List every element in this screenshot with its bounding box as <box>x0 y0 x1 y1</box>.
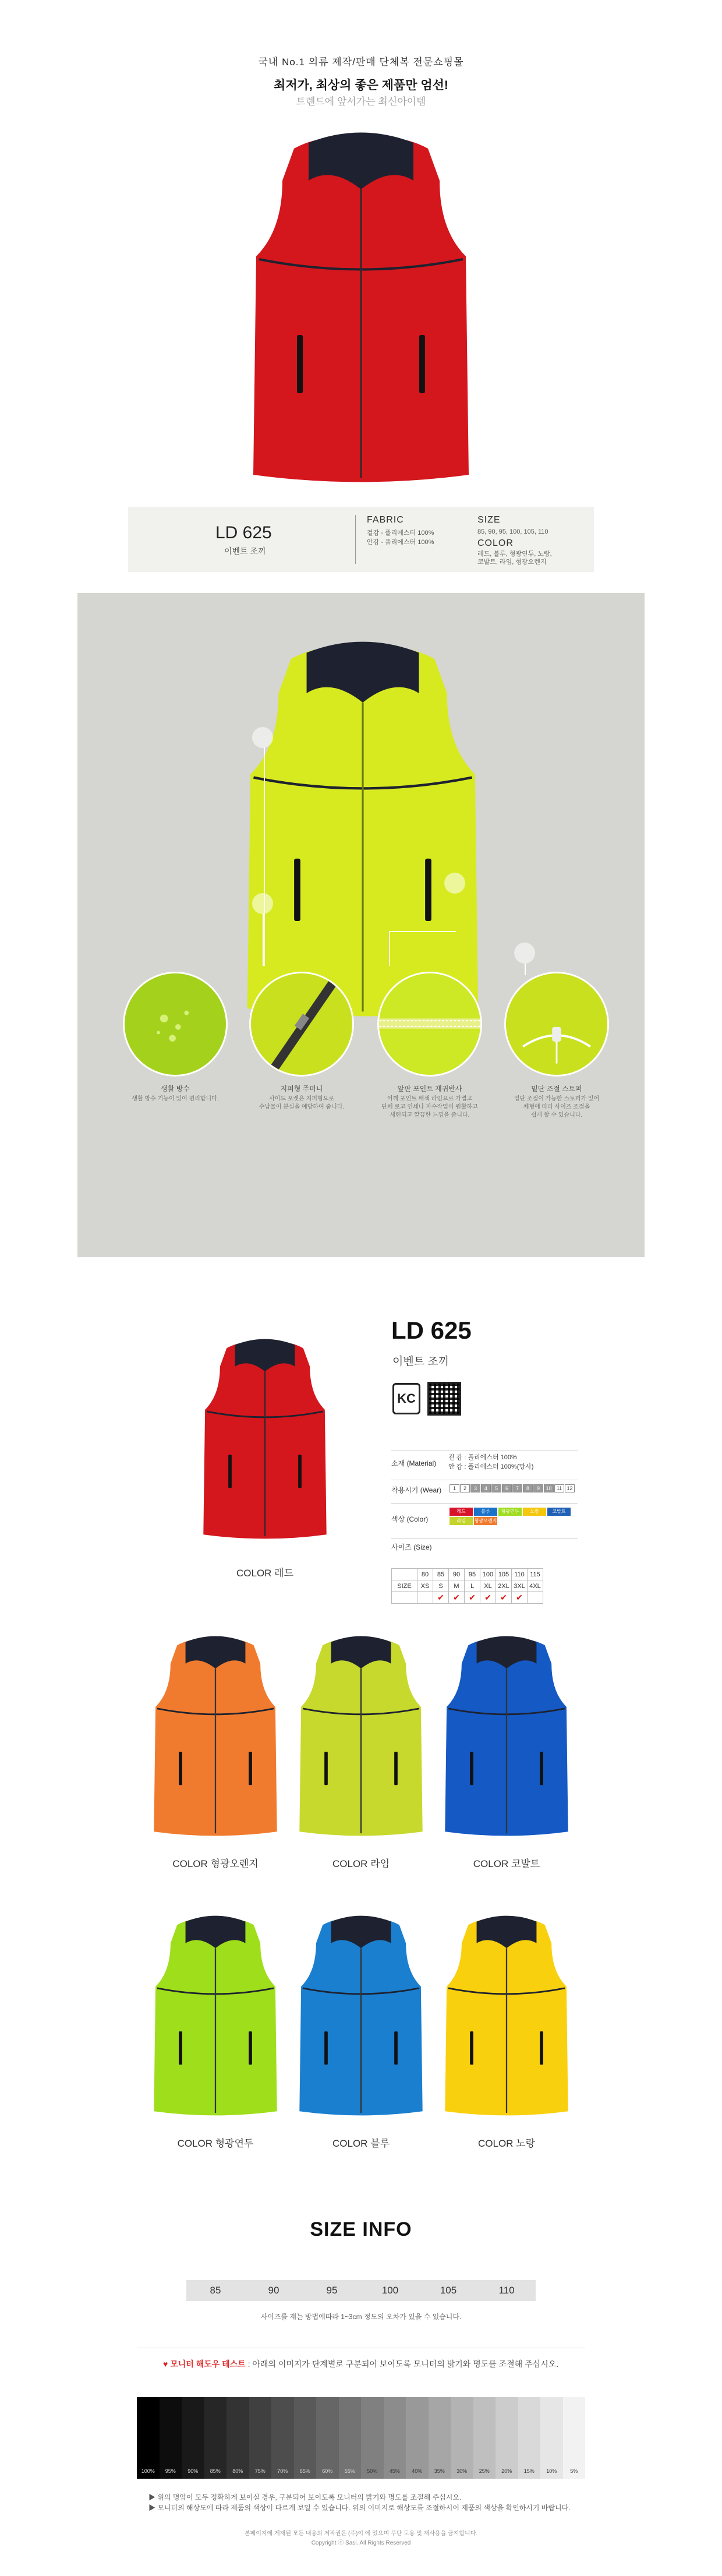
color-chip: 레드 <box>450 1508 473 1516</box>
size-cell: 90 <box>449 1569 465 1580</box>
product-subtitle: 이벤트 조끼 <box>392 1356 450 1368</box>
size-value: 90 <box>268 2285 279 2296</box>
size-cell: L <box>465 1580 480 1592</box>
size-check: ✔ <box>512 1592 528 1604</box>
gradient-step <box>316 2397 339 2479</box>
connector-line <box>389 931 390 966</box>
gradient-step <box>361 2397 384 2479</box>
size-cell: M <box>449 1580 465 1592</box>
feature-3-desc: 어깨 포인트 배색 라인으로 가볍고 단체 로고 인쇄나 자수작업이 원활하고 세련되고 깔끔한 느낌을 줍니다. <box>381 1096 478 1118</box>
feature-waterproof-image <box>123 972 228 1077</box>
size-check: ✔ <box>433 1592 449 1604</box>
gradient-step-label: 70% <box>277 2468 288 2474</box>
header-headline: 최저가, 최상의 좋은 제품만 엄선! <box>274 79 448 92</box>
wear-month: 8 <box>523 1484 533 1492</box>
color-variant-caption: COLOR 형광오렌지 <box>172 1858 259 1869</box>
gradient-step-label: 15% <box>523 2468 535 2474</box>
wear-month: 4 <box>481 1484 491 1492</box>
color-chip: 코발트 <box>547 1508 571 1516</box>
material-label: 소재 (Material) <box>391 1459 437 1467</box>
size-check: ✔ <box>465 1592 480 1604</box>
gradient-step-label: 40% <box>412 2468 423 2474</box>
gradient-step <box>406 2397 429 2479</box>
gradient-step-label: 65% <box>299 2468 310 2474</box>
gradient-step-label: 30% <box>456 2468 468 2474</box>
connector-line <box>389 931 456 932</box>
feature-4-desc: 밑단 조절이 가능한 스토퍼가 있어 체형에 따라 사이즈 조절을 쉽게 할 수 있습니다. <box>514 1096 600 1118</box>
size-cell <box>392 1592 417 1604</box>
color-variant-caption: COLOR 형광연두 <box>177 2138 254 2149</box>
feature-2-desc: 사이드 포켓은 지퍼형으로 수납물이 분실을 예방하여 줍니다. <box>259 1096 345 1110</box>
size-cell: 115 <box>528 1569 543 1580</box>
size-check: ✔ <box>449 1592 465 1604</box>
gradient-step <box>249 2397 272 2479</box>
feature-2-title: 지퍼형 주머니 <box>280 1085 323 1093</box>
size-cell: 4XL <box>528 1580 543 1592</box>
size-value: 95 <box>326 2285 338 2296</box>
size-cell: XS <box>417 1580 433 1592</box>
wear-month: 12 <box>565 1484 575 1492</box>
wear-month: 3 <box>470 1484 480 1492</box>
color-text-2: 코발트, 라임, 형광오렌지 <box>477 559 547 566</box>
gradient-step <box>384 2397 406 2479</box>
color-variant-vest <box>437 1908 576 2123</box>
gradient-step-label: 100% <box>141 2468 155 2474</box>
size-value: 110 <box>498 2285 515 2296</box>
fabric-label: FABRIC <box>367 515 404 525</box>
hotspot-dot <box>444 873 465 894</box>
gradient-step-label: 85% <box>210 2468 221 2474</box>
gradient-step-label: 60% <box>322 2468 333 2474</box>
spec-model: LD 625 <box>215 523 272 542</box>
gradient-step <box>451 2397 473 2479</box>
material-row <box>391 1451 578 1475</box>
gradient-step-label: 10% <box>546 2468 557 2474</box>
gradient-step <box>563 2397 586 2479</box>
color-chip: 블루 <box>474 1508 497 1516</box>
connector-line <box>263 913 264 966</box>
hotspot-dot <box>252 893 273 914</box>
color-variant-vest <box>291 1908 431 2123</box>
size-cell: 80 <box>417 1569 433 1580</box>
gradient-step <box>429 2397 451 2479</box>
gradient-step-label: 20% <box>501 2468 512 2474</box>
fabric-line-1: 겉감 - 폴리에스터 100% <box>367 530 434 537</box>
size-cell: 95 <box>465 1569 480 1580</box>
gradient-step <box>294 2397 317 2479</box>
size-cell: 100 <box>480 1569 496 1580</box>
product-main-caption: COLOR 레드 <box>236 1568 294 1579</box>
monitor-note-1: ▶ 위의 명암이 모두 정확하게 보이실 경우, 구분되어 보이도록 모니터의 밝기와 명도를 조절해 주십시오. <box>148 2493 462 2501</box>
gradient-step <box>473 2397 496 2479</box>
size-check: ✔ <box>496 1592 512 1604</box>
feature-section <box>77 593 645 1257</box>
feature-4-title: 밑단 조절 스토퍼 <box>531 1085 582 1093</box>
gradient-step <box>204 2397 227 2479</box>
size-cell: 105 <box>496 1569 512 1580</box>
main-vest-image <box>239 125 483 489</box>
feature-1-desc: 생활 방수 기능이 있어 편리합니다. <box>132 1096 219 1102</box>
wear-month: 5 <box>491 1484 501 1492</box>
gradient-step <box>540 2397 563 2479</box>
monitor-test-title-rest: : 아래의 이미지가 단계별로 구분되어 보이도록 모니터의 밝기와 명도를 조절해 주십시오. <box>245 2359 559 2369</box>
size-cell: S <box>433 1580 449 1592</box>
gradient-step-label: 95% <box>165 2468 176 2474</box>
spec-model-name: 이벤트 조끼 <box>224 546 266 556</box>
size-cell: 110 <box>512 1569 528 1580</box>
header-subline: 트렌드에 앞서가는 최신아이템 <box>296 96 426 107</box>
size-value: 105 <box>440 2285 457 2296</box>
color-chip: 형광연두 <box>498 1508 522 1516</box>
gradient-step <box>226 2397 249 2479</box>
gradient-step <box>339 2397 362 2479</box>
size-check <box>528 1592 543 1604</box>
gradient-step <box>137 2397 160 2479</box>
product-vest-red <box>195 1331 335 1547</box>
size-table <box>391 1568 543 1604</box>
monitor-test-title <box>163 2358 558 2370</box>
wear-month: 6 <box>502 1484 512 1492</box>
grayscale-gradient <box>137 2397 585 2479</box>
color-label: COLOR <box>477 538 514 548</box>
spec-divider <box>355 515 356 564</box>
feature-3-title: 앞판 포인트 재귀반사 <box>397 1085 462 1093</box>
gradient-step-label: 25% <box>479 2468 490 2474</box>
gradient-step <box>160 2397 182 2479</box>
color-variant-vest <box>146 1628 285 1844</box>
lime-vest-image <box>232 625 494 1033</box>
feature-zipper-image <box>249 972 354 1077</box>
hotspot-dot <box>252 727 273 748</box>
color-variant-caption: COLOR 코발트 <box>473 1858 540 1869</box>
kc-mark-icon: KC <box>392 1383 420 1414</box>
color-label: 색상 (Color) <box>391 1515 429 1523</box>
color-variant-caption: COLOR 노랑 <box>477 2138 536 2149</box>
gradient-step <box>182 2397 204 2479</box>
size-check <box>417 1592 433 1604</box>
material-line-2: 안 감 : 폴리에스터 100%(망사) <box>448 1463 534 1470</box>
gradient-step-label: 75% <box>254 2468 266 2474</box>
qr-code-icon <box>427 1382 461 1416</box>
feature-1-title: 생활 방수 <box>161 1085 190 1093</box>
size-cell: 85 <box>433 1569 449 1580</box>
color-text-1: 레드, 블루, 형광연두, 노랑, <box>477 551 552 557</box>
size-row <box>391 1538 578 1551</box>
gradient-step <box>518 2397 541 2479</box>
size-label: 사이즈 (Size) <box>391 1543 432 1551</box>
connector-line <box>264 747 265 966</box>
wear-month: 1 <box>450 1484 459 1492</box>
size-cell <box>392 1569 417 1580</box>
size-info-bar <box>186 2280 536 2301</box>
size-check: ✔ <box>480 1592 496 1604</box>
gradient-step-label: 50% <box>367 2468 378 2474</box>
color-chip: 형광오렌지 <box>474 1517 497 1525</box>
gradient-step-label: 45% <box>389 2468 400 2474</box>
spec-bar <box>128 507 594 572</box>
color-variant-vest <box>291 1628 431 1844</box>
gradient-step-label: 80% <box>232 2468 243 2474</box>
gradient-step-label: 5% <box>570 2468 578 2474</box>
color-chip: 노랑 <box>523 1508 546 1516</box>
color-variant-vest <box>146 1908 285 2123</box>
wear-month: 9 <box>533 1484 543 1492</box>
feature-stopper-image <box>504 972 609 1077</box>
size-value: 85 <box>210 2285 221 2296</box>
wear-label: 착용시기 (Wear) <box>391 1486 442 1494</box>
footer-copyright-notice: 본페이지에 게재된 모든 내용의 저작권은 (주)이 에 있으며 무단 도용 및 재사용을 금지합니다. <box>244 2531 478 2537</box>
color-chip: 라임 <box>450 1517 473 1525</box>
wear-month: 11 <box>554 1484 564 1492</box>
wear-month: 2 <box>460 1484 470 1492</box>
feature-reflective-image <box>377 972 482 1077</box>
connector-line <box>525 964 526 975</box>
gradient-step-label: 55% <box>344 2468 355 2474</box>
color-variant-caption: COLOR 블루 <box>332 2138 390 2149</box>
header-tagline: 국내 No.1 의류 제작/판매 단체복 전문쇼핑몰 <box>258 57 464 68</box>
color-chips <box>450 1508 575 1525</box>
color-variant-vest <box>437 1628 576 1844</box>
wear-month: 7 <box>512 1484 522 1492</box>
gradient-step-label: 35% <box>434 2468 445 2474</box>
monitor-note-2: ▶ 모니터의 해상도에 따라 제품의 색상이 다르게 보일 수 있습니다. 위의 이미지로 해상도를 조절하시어 제품의 색상을 확인하시기 바랍니다. <box>148 2504 571 2512</box>
gradient-step <box>271 2397 294 2479</box>
fabric-line-2: 안감 - 폴리에스터 100% <box>367 539 434 546</box>
footer-copyright: Copyright ⓒ Sasi. All Rights Reserved <box>311 2540 411 2546</box>
size-text: 85, 90, 95, 100, 105, 110 <box>477 528 548 535</box>
size-value: 100 <box>381 2285 399 2296</box>
wear-months <box>450 1484 575 1492</box>
product-title: LD 625 <box>391 1317 472 1344</box>
size-cell: 3XL <box>512 1580 528 1592</box>
wear-month: 10 <box>544 1484 554 1492</box>
hotspot-dot <box>514 943 535 964</box>
size-cell: SIZE <box>392 1580 417 1592</box>
size-cell: 2XL <box>496 1580 512 1592</box>
gradient-step <box>496 2397 518 2479</box>
size-info-title: SIZE INFO <box>310 2218 412 2240</box>
color-variant-caption: COLOR 라임 <box>332 1858 390 1869</box>
size-label: SIZE <box>477 515 501 525</box>
gradient-step-label: 90% <box>187 2468 199 2474</box>
material-line-1: 겉 감 : 폴리에스터 100% <box>448 1454 517 1461</box>
size-info-note: 사이즈를 재는 방법에따라 1~3cm 정도의 오차가 있을 수 있습니다. <box>260 2313 462 2321</box>
size-cell: XL <box>480 1580 496 1592</box>
monitor-test-title-bold: ♥ 모니터 해도우 테스트 <box>163 2359 246 2369</box>
